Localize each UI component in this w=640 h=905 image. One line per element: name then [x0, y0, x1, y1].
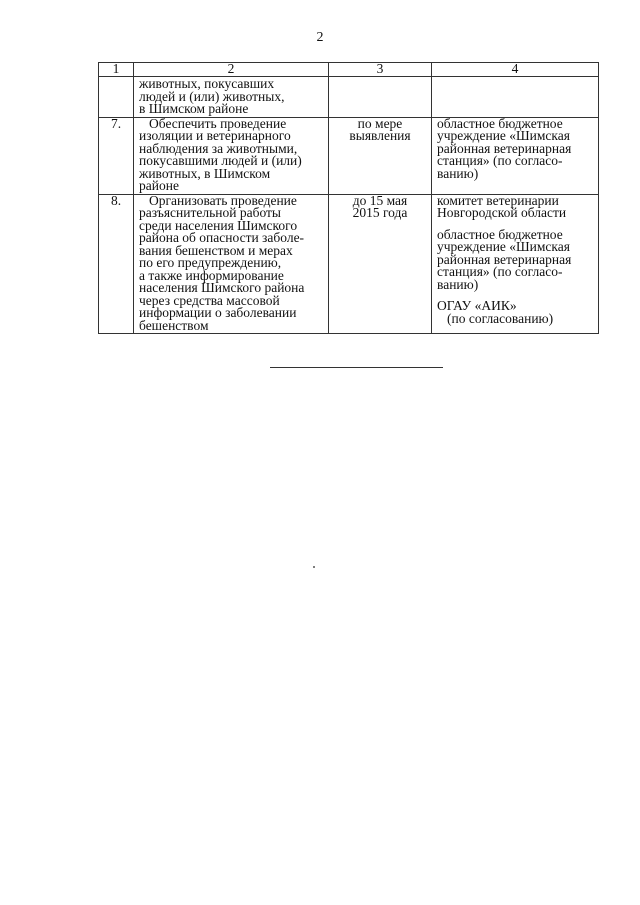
responsible-line: районная ветеринарная	[437, 251, 572, 267]
responsible-organization	[437, 300, 593, 325]
task-line: разъяснительной работы	[139, 205, 281, 220]
deadline-line: выявления	[349, 128, 411, 143]
task-line: населения Шимского района	[139, 280, 305, 295]
task-line: а также информирование	[139, 267, 284, 283]
responsible-line: районная ветеринарная	[437, 140, 572, 156]
deadline-cell	[329, 117, 432, 194]
number-cell: 8.	[99, 194, 134, 334]
scan-speck	[313, 566, 315, 568]
responsible-line: ванию)	[437, 276, 479, 292]
responsible-line: областное бюджетное	[437, 226, 563, 242]
task-cell	[134, 117, 329, 194]
column-header-number: 1	[99, 63, 134, 77]
task-line: животных, в Шимском	[139, 165, 271, 181]
column-header-deadline: 3	[329, 63, 432, 77]
task-line: животных, покусавших	[139, 76, 275, 91]
task-line: районе	[139, 178, 179, 193]
task-line: Обеспечить проведение	[149, 115, 287, 131]
table-header-row	[99, 63, 599, 77]
task-line: по его предупреждению,	[139, 255, 282, 270]
closing-rule	[270, 367, 443, 368]
deadline-cell	[329, 77, 432, 118]
responsible-organization	[437, 226, 593, 292]
responsible-line: станция» (по согласо-	[437, 264, 563, 279]
task-line: вания бешенством и мерах	[139, 242, 293, 258]
responsible-line: Новгородской области	[437, 205, 567, 220]
task-line: наблюдения за животными,	[139, 140, 298, 156]
task-line: в Шимском районе	[139, 101, 249, 116]
responsible-line: учреждение «Шимская	[437, 128, 570, 143]
number-cell: 7.	[99, 117, 134, 194]
responsible-line: ОГАУ «АИК»	[437, 298, 517, 313]
task-line: изоляции и ветеринарного	[139, 128, 291, 143]
responsible-cell	[432, 77, 599, 118]
task-line: бешенством	[139, 317, 209, 333]
column-header-responsible: 4	[432, 63, 599, 77]
table-row-7	[99, 117, 599, 194]
deadline-line: до 15 мая	[352, 192, 408, 208]
task-line: информации о заболевании	[139, 305, 297, 320]
page-number: 2	[316, 30, 324, 45]
task-line: Организовать проведение	[149, 192, 297, 208]
responsible-line: станция» (по согласо-	[437, 153, 563, 168]
task-line: района об опасности заболе-	[139, 230, 305, 245]
deadline-line: 2015 года	[352, 205, 408, 220]
task-line: через средства массовой	[139, 292, 280, 308]
responsible-cell	[432, 117, 599, 194]
task-line: среди населения Шимского	[139, 217, 298, 233]
table-row-continuation	[99, 77, 599, 118]
task-cell	[134, 77, 329, 118]
responsible-organization	[437, 192, 593, 220]
responsible-line: комитет ветеринарии	[437, 192, 559, 208]
responsible-line: областное бюджетное	[437, 115, 563, 131]
measures-table	[98, 62, 599, 334]
task-line: людей и (или) животных,	[139, 88, 285, 104]
responsible-line: учреждение «Шимская	[437, 239, 570, 254]
responsible-organization	[437, 115, 593, 181]
deadline-cell	[329, 194, 432, 334]
table-row-8	[99, 194, 599, 334]
column-header-task: 2	[134, 63, 329, 77]
deadline-line: по мере	[357, 115, 403, 131]
responsible-line: ванию)	[437, 165, 479, 181]
responsible-line: (по согласованию)	[447, 310, 554, 326]
number-cell	[99, 77, 134, 118]
task-line: покусавшими людей и (или)	[139, 153, 302, 168]
task-cell	[134, 194, 329, 334]
responsible-cell	[432, 194, 599, 334]
